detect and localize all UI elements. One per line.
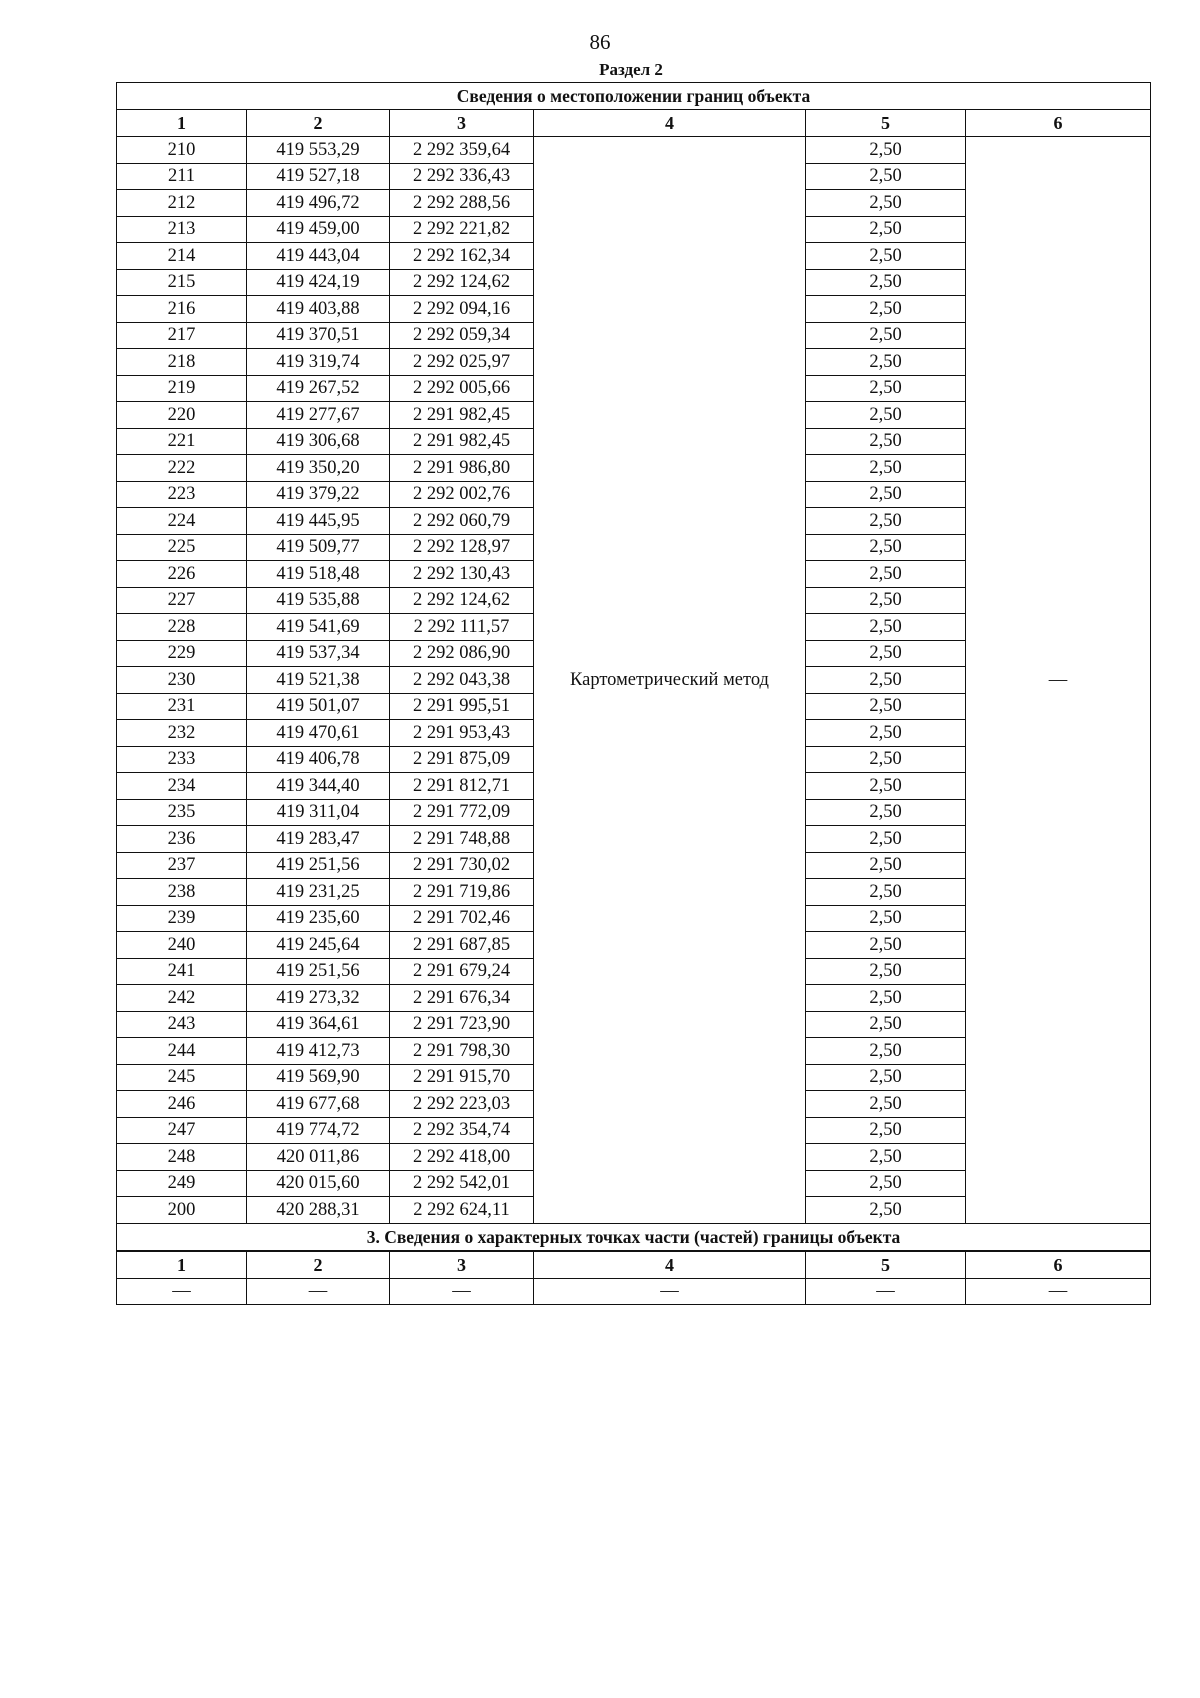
point-number-cell: 234 xyxy=(117,773,247,800)
x-coordinate-cell: 419 379,22 xyxy=(247,481,390,508)
description-cell: — xyxy=(966,137,1151,1224)
x-coordinate-cell: 419 306,68 xyxy=(247,428,390,455)
point-number-cell: 223 xyxy=(117,481,247,508)
column-header: 6 xyxy=(966,110,1151,137)
point-number-cell: 237 xyxy=(117,852,247,879)
y-coordinate-cell: 2 291 953,43 xyxy=(390,720,534,747)
y-coordinate-cell: 2 291 982,45 xyxy=(390,402,534,429)
column-header: 4 xyxy=(534,110,806,137)
x-coordinate-cell: 419 443,04 xyxy=(247,243,390,270)
point-number-cell: 231 xyxy=(117,693,247,720)
empty-value-cell: — xyxy=(966,1278,1151,1305)
accuracy-cell: 2,50 xyxy=(806,1197,966,1224)
point-number-cell: 246 xyxy=(117,1091,247,1118)
point-number-cell: 217 xyxy=(117,322,247,349)
table-row xyxy=(117,1278,1151,1305)
accuracy-cell: 2,50 xyxy=(806,1144,966,1171)
y-coordinate-cell: 2 292 336,43 xyxy=(390,163,534,190)
y-coordinate-cell: 2 292 288,56 xyxy=(390,190,534,217)
boundary-coordinates-table xyxy=(116,82,1151,1305)
empty-value-cell: — xyxy=(534,1278,806,1305)
method-cell: Картометрический метод xyxy=(534,137,806,1224)
point-number-cell: 228 xyxy=(117,614,247,641)
accuracy-cell: 2,50 xyxy=(806,1038,966,1065)
column-header: 5 xyxy=(806,110,966,137)
x-coordinate-cell: 420 015,60 xyxy=(247,1170,390,1197)
accuracy-cell: 2,50 xyxy=(806,349,966,376)
section-title: Раздел 2 xyxy=(599,60,663,79)
table-title: Сведения о местоположении границ объекта xyxy=(117,83,1151,110)
accuracy-cell: 2,50 xyxy=(806,667,966,694)
accuracy-cell: 2,50 xyxy=(806,269,966,296)
accuracy-cell: 2,50 xyxy=(806,1064,966,1091)
x-coordinate-cell: 419 245,64 xyxy=(247,932,390,959)
x-coordinate-cell: 420 011,86 xyxy=(247,1144,390,1171)
point-number-cell: 215 xyxy=(117,269,247,296)
point-number-cell: 233 xyxy=(117,746,247,773)
x-coordinate-cell: 419 501,07 xyxy=(247,693,390,720)
x-coordinate-cell: 419 537,34 xyxy=(247,640,390,667)
y-coordinate-cell: 2 292 111,57 xyxy=(390,614,534,641)
column-header: 1 xyxy=(117,110,247,137)
x-coordinate-cell: 419 535,88 xyxy=(247,587,390,614)
accuracy-cell: 2,50 xyxy=(806,402,966,429)
point-number-cell: 222 xyxy=(117,455,247,482)
point-number-cell: 242 xyxy=(117,985,247,1012)
y-coordinate-cell: 2 292 624,11 xyxy=(390,1197,534,1224)
y-coordinate-cell: 2 291 798,30 xyxy=(390,1038,534,1065)
y-coordinate-cell: 2 292 221,82 xyxy=(390,216,534,243)
point-number-cell: 235 xyxy=(117,799,247,826)
x-coordinate-cell: 419 518,48 xyxy=(247,561,390,588)
column-header: 2 xyxy=(247,1251,390,1279)
y-coordinate-cell: 2 292 542,01 xyxy=(390,1170,534,1197)
accuracy-cell: 2,50 xyxy=(806,322,966,349)
x-coordinate-cell: 419 311,04 xyxy=(247,799,390,826)
page-number: 86 xyxy=(589,30,611,54)
x-coordinate-cell: 419 424,19 xyxy=(247,269,390,296)
accuracy-cell: 2,50 xyxy=(806,534,966,561)
x-coordinate-cell: 419 344,40 xyxy=(247,773,390,800)
point-number-cell: 224 xyxy=(117,508,247,535)
column-header: 2 xyxy=(247,110,390,137)
point-number-cell: 239 xyxy=(117,905,247,932)
point-number-cell: 200 xyxy=(117,1197,247,1224)
x-coordinate-cell: 419 251,56 xyxy=(247,958,390,985)
empty-value-cell: — xyxy=(247,1278,390,1305)
y-coordinate-cell: 2 292 223,03 xyxy=(390,1091,534,1118)
point-number-cell: 220 xyxy=(117,402,247,429)
x-coordinate-cell: 419 251,56 xyxy=(247,852,390,879)
accuracy-cell: 2,50 xyxy=(806,216,966,243)
point-number-cell: 219 xyxy=(117,375,247,402)
y-coordinate-cell: 2 291 748,88 xyxy=(390,826,534,853)
empty-value-cell: — xyxy=(806,1278,966,1305)
x-coordinate-cell: 419 283,47 xyxy=(247,826,390,853)
x-coordinate-cell: 419 496,72 xyxy=(247,190,390,217)
empty-value-cell: — xyxy=(390,1278,534,1305)
point-number-cell: 240 xyxy=(117,932,247,959)
x-coordinate-cell: 419 677,68 xyxy=(247,1091,390,1118)
table-row xyxy=(117,137,1151,164)
y-coordinate-cell: 2 291 915,70 xyxy=(390,1064,534,1091)
x-coordinate-cell: 419 364,61 xyxy=(247,1011,390,1038)
accuracy-cell: 2,50 xyxy=(806,137,966,164)
accuracy-cell: 2,50 xyxy=(806,508,966,535)
y-coordinate-cell: 2 292 418,00 xyxy=(390,1144,534,1171)
point-number-cell: 226 xyxy=(117,561,247,588)
y-coordinate-cell: 2 292 128,97 xyxy=(390,534,534,561)
accuracy-cell: 2,50 xyxy=(806,932,966,959)
accuracy-cell: 2,50 xyxy=(806,826,966,853)
point-number-cell: 245 xyxy=(117,1064,247,1091)
point-number-cell: 241 xyxy=(117,958,247,985)
x-coordinate-cell: 419 319,74 xyxy=(247,349,390,376)
y-coordinate-cell: 2 291 719,86 xyxy=(390,879,534,906)
y-coordinate-cell: 2 292 359,64 xyxy=(390,137,534,164)
y-coordinate-cell: 2 291 679,24 xyxy=(390,958,534,985)
column-header: 4 xyxy=(534,1251,806,1279)
y-coordinate-cell: 2 292 005,66 xyxy=(390,375,534,402)
x-coordinate-cell: 419 406,78 xyxy=(247,746,390,773)
x-coordinate-cell: 419 235,60 xyxy=(247,905,390,932)
accuracy-cell: 2,50 xyxy=(806,614,966,641)
x-coordinate-cell: 419 403,88 xyxy=(247,296,390,323)
column-header: 1 xyxy=(117,1251,247,1279)
accuracy-cell: 2,50 xyxy=(806,799,966,826)
point-number-cell: 236 xyxy=(117,826,247,853)
y-coordinate-cell: 2 292 086,90 xyxy=(390,640,534,667)
y-coordinate-cell: 2 291 702,46 xyxy=(390,905,534,932)
point-number-cell: 213 xyxy=(117,216,247,243)
point-number-cell: 216 xyxy=(117,296,247,323)
x-coordinate-cell: 419 412,73 xyxy=(247,1038,390,1065)
accuracy-cell: 2,50 xyxy=(806,720,966,747)
y-coordinate-cell: 2 292 162,34 xyxy=(390,243,534,270)
point-number-cell: 232 xyxy=(117,720,247,747)
accuracy-cell: 2,50 xyxy=(806,905,966,932)
y-coordinate-cell: 2 292 124,62 xyxy=(390,587,534,614)
x-coordinate-cell: 419 553,29 xyxy=(247,137,390,164)
point-number-cell: 221 xyxy=(117,428,247,455)
accuracy-cell: 2,50 xyxy=(806,640,966,667)
y-coordinate-cell: 2 292 059,34 xyxy=(390,322,534,349)
x-coordinate-cell: 419 350,20 xyxy=(247,455,390,482)
y-coordinate-cell: 2 292 354,74 xyxy=(390,1117,534,1144)
column-header: 6 xyxy=(966,1251,1151,1279)
point-number-cell: 244 xyxy=(117,1038,247,1065)
accuracy-cell: 2,50 xyxy=(806,879,966,906)
y-coordinate-cell: 2 291 982,45 xyxy=(390,428,534,455)
y-coordinate-cell: 2 292 043,38 xyxy=(390,667,534,694)
accuracy-cell: 2,50 xyxy=(806,1091,966,1118)
accuracy-cell: 2,50 xyxy=(806,428,966,455)
point-number-cell: 214 xyxy=(117,243,247,270)
y-coordinate-cell: 2 291 723,90 xyxy=(390,1011,534,1038)
accuracy-cell: 2,50 xyxy=(806,243,966,270)
point-number-cell: 212 xyxy=(117,190,247,217)
y-coordinate-cell: 2 292 060,79 xyxy=(390,508,534,535)
y-coordinate-cell: 2 291 995,51 xyxy=(390,693,534,720)
y-coordinate-cell: 2 291 875,09 xyxy=(390,746,534,773)
y-coordinate-cell: 2 291 772,09 xyxy=(390,799,534,826)
y-coordinate-cell: 2 291 730,02 xyxy=(390,852,534,879)
x-coordinate-cell: 419 521,38 xyxy=(247,667,390,694)
y-coordinate-cell: 2 291 687,85 xyxy=(390,932,534,959)
point-number-cell: 238 xyxy=(117,879,247,906)
point-number-cell: 230 xyxy=(117,667,247,694)
accuracy-cell: 2,50 xyxy=(806,190,966,217)
accuracy-cell: 2,50 xyxy=(806,1170,966,1197)
point-number-cell: 229 xyxy=(117,640,247,667)
accuracy-cell: 2,50 xyxy=(806,587,966,614)
x-coordinate-cell: 419 527,18 xyxy=(247,163,390,190)
point-number-cell: 218 xyxy=(117,349,247,376)
point-number-cell: 248 xyxy=(117,1144,247,1171)
empty-value-cell: — xyxy=(117,1278,247,1305)
accuracy-cell: 2,50 xyxy=(806,985,966,1012)
y-coordinate-cell: 2 292 025,97 xyxy=(390,349,534,376)
x-coordinate-cell: 419 569,90 xyxy=(247,1064,390,1091)
x-coordinate-cell: 419 370,51 xyxy=(247,322,390,349)
accuracy-cell: 2,50 xyxy=(806,746,966,773)
accuracy-cell: 2,50 xyxy=(806,1011,966,1038)
y-coordinate-cell: 2 292 002,76 xyxy=(390,481,534,508)
y-coordinate-cell: 2 292 094,16 xyxy=(390,296,534,323)
accuracy-cell: 2,50 xyxy=(806,773,966,800)
accuracy-cell: 2,50 xyxy=(806,375,966,402)
y-coordinate-cell: 2 292 130,43 xyxy=(390,561,534,588)
point-number-cell: 247 xyxy=(117,1117,247,1144)
point-number-cell: 225 xyxy=(117,534,247,561)
accuracy-cell: 2,50 xyxy=(806,561,966,588)
y-coordinate-cell: 2 291 812,71 xyxy=(390,773,534,800)
column-header: 3 xyxy=(390,110,534,137)
x-coordinate-cell: 419 273,32 xyxy=(247,985,390,1012)
column-header: 5 xyxy=(806,1251,966,1279)
y-coordinate-cell: 2 291 676,34 xyxy=(390,985,534,1012)
accuracy-cell: 2,50 xyxy=(806,296,966,323)
x-coordinate-cell: 419 541,69 xyxy=(247,614,390,641)
accuracy-cell: 2,50 xyxy=(806,481,966,508)
point-number-cell: 211 xyxy=(117,163,247,190)
x-coordinate-cell: 420 288,31 xyxy=(247,1197,390,1224)
point-number-cell: 210 xyxy=(117,137,247,164)
part-points-title: 3. Сведения о характерных точках части (частей) границы объекта xyxy=(117,1223,1151,1251)
x-coordinate-cell: 419 231,25 xyxy=(247,879,390,906)
accuracy-cell: 2,50 xyxy=(806,1117,966,1144)
x-coordinate-cell: 419 509,77 xyxy=(247,534,390,561)
x-coordinate-cell: 419 267,52 xyxy=(247,375,390,402)
y-coordinate-cell: 2 292 124,62 xyxy=(390,269,534,296)
x-coordinate-cell: 419 774,72 xyxy=(247,1117,390,1144)
accuracy-cell: 2,50 xyxy=(806,958,966,985)
point-number-cell: 249 xyxy=(117,1170,247,1197)
point-number-cell: 227 xyxy=(117,587,247,614)
accuracy-cell: 2,50 xyxy=(806,852,966,879)
point-number-cell: 243 xyxy=(117,1011,247,1038)
column-header: 3 xyxy=(390,1251,534,1279)
y-coordinate-cell: 2 291 986,80 xyxy=(390,455,534,482)
accuracy-cell: 2,50 xyxy=(806,455,966,482)
accuracy-cell: 2,50 xyxy=(806,693,966,720)
accuracy-cell: 2,50 xyxy=(806,163,966,190)
x-coordinate-cell: 419 470,61 xyxy=(247,720,390,747)
x-coordinate-cell: 419 277,67 xyxy=(247,402,390,429)
x-coordinate-cell: 419 459,00 xyxy=(247,216,390,243)
x-coordinate-cell: 419 445,95 xyxy=(247,508,390,535)
